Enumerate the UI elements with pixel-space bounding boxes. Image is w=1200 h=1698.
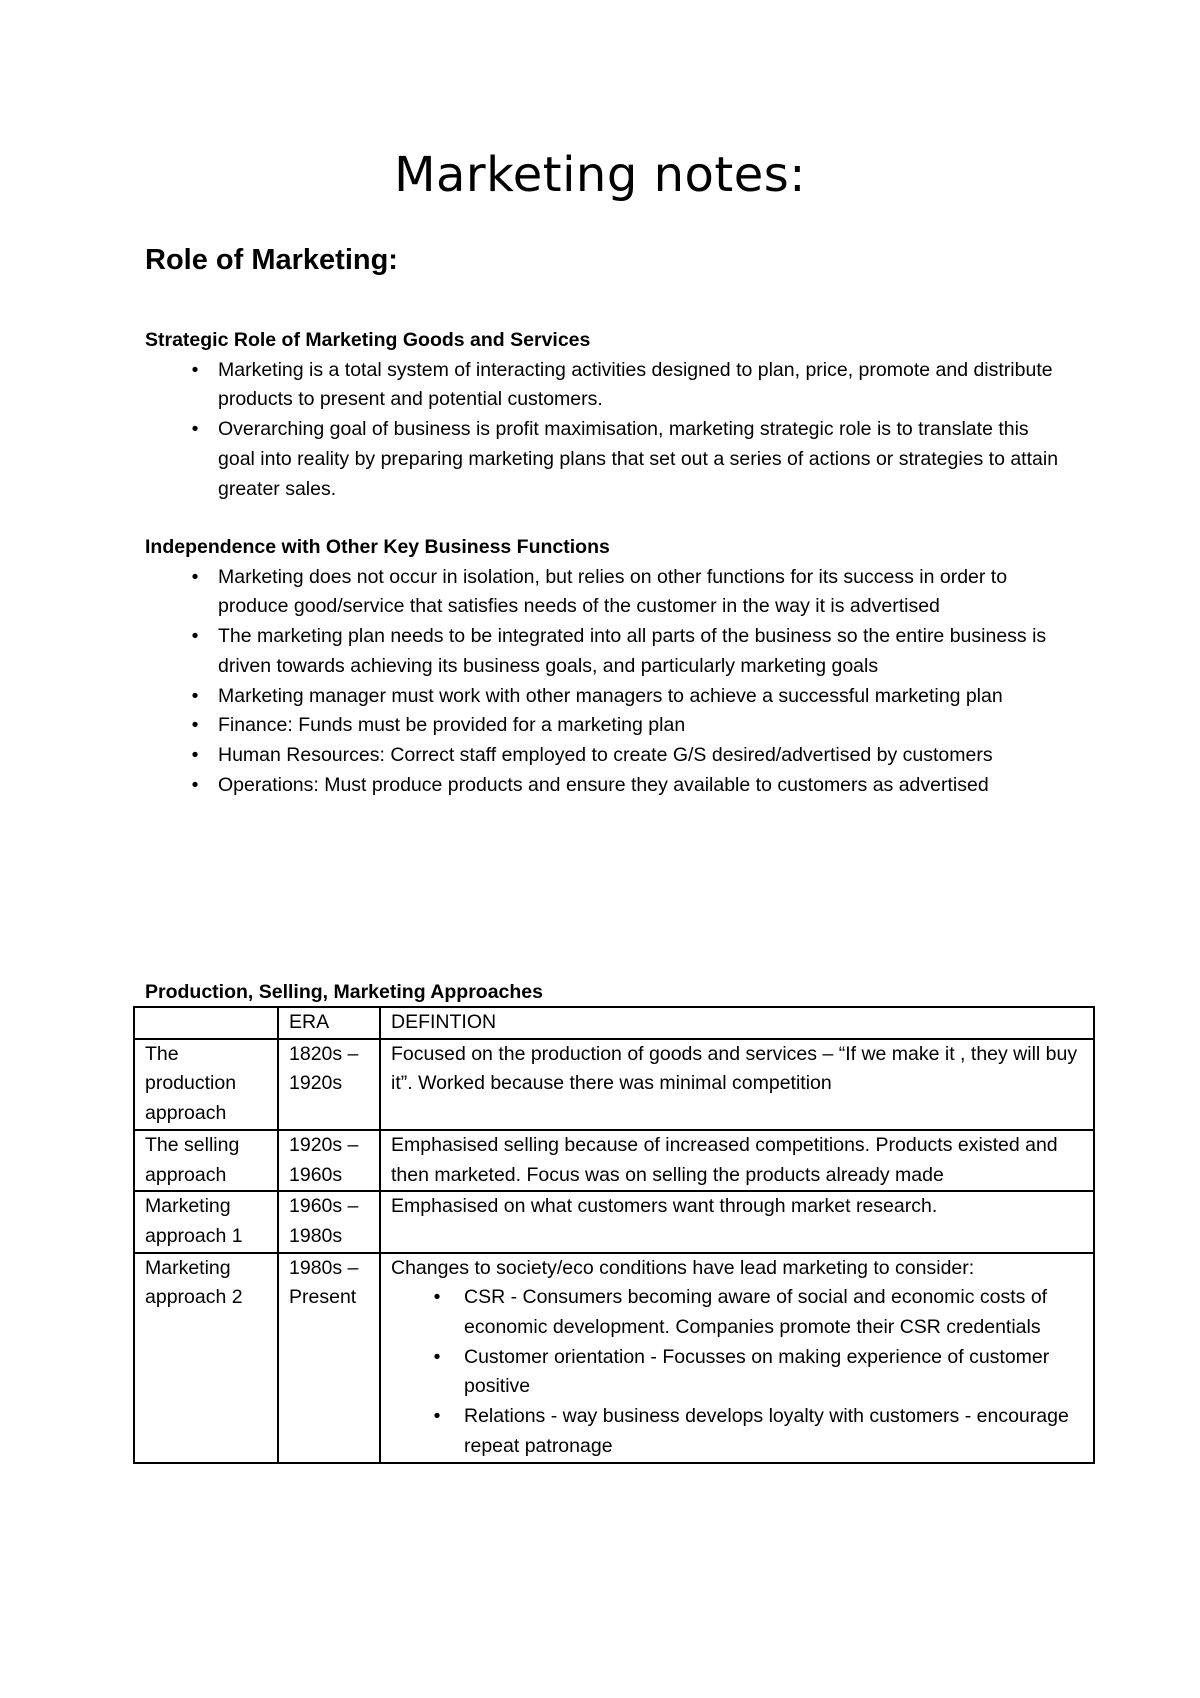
list-item-text: Relations - way business develops loyalty with customers - encourage repeat patronage xyxy=(464,1405,1069,1457)
list-item-text: Human Resources: Correct staff employed to create G/S desired/advertised by customers xyxy=(218,743,993,766)
page-title: Marketing notes: xyxy=(394,147,806,203)
bullet-icon: • xyxy=(433,1405,441,1428)
list-item xyxy=(145,356,1065,415)
list-item-text: Operations: Must produce products and ensure they available to customers as advertised xyxy=(218,773,989,796)
approaches-table xyxy=(133,1006,1095,1464)
approach-era-cell: 1960s – 1980s xyxy=(278,1191,380,1252)
table-row xyxy=(134,1253,1094,1463)
approach-era-cell: 1920s – 1960s xyxy=(278,1130,380,1191)
list-item xyxy=(391,1343,1087,1402)
section-heading: Role of Marketing: xyxy=(145,244,398,276)
list-item-text: Customer orientation - Focusses on making experience of customer positive xyxy=(464,1345,1050,1398)
approach-name-cell: Marketing approach 1 xyxy=(134,1191,278,1252)
list-item xyxy=(145,563,1065,622)
list-item-text: The marketing plan needs to be integrated into all parts of the business so the entire business is driven towards achieving its business goals, and particularly marketing goals xyxy=(218,625,1047,677)
approach-definition-text: Changes to society/eco conditions have lead marketing to consider: xyxy=(391,1256,975,1279)
bullet-icon: • xyxy=(191,684,199,707)
approach-name-cell: The selling approach xyxy=(134,1130,278,1191)
bullet-icon: • xyxy=(191,714,199,737)
list-item-text: Marketing is a total system of interacting activities designed to plan, price, promote and distribute products to present and potential customers. xyxy=(218,358,1053,411)
bullet-list xyxy=(145,563,1065,801)
list-item xyxy=(391,1283,1087,1342)
section-title: Independence with Other Key Business Functions xyxy=(145,536,610,558)
table-header-row xyxy=(134,1007,1094,1039)
approach-definition-cell: Emphasised selling because of increased competitions. Products existed and then marketed. Focus was on selling the products already made xyxy=(380,1130,1094,1191)
approach-definition-cell: Focused on the production of goods and services – “If we make it , they will buy it”. Worked because there was minimal competition xyxy=(380,1039,1094,1130)
approach-era-cell: 1980s – Present xyxy=(278,1253,380,1463)
approach-name-cell: Marketing approach 2 xyxy=(134,1253,278,1463)
table-row xyxy=(134,1130,1094,1191)
bullet-icon: • xyxy=(433,1286,441,1309)
list-item xyxy=(145,771,1065,801)
bullet-icon: • xyxy=(191,743,199,766)
list-item-text: Marketing does not occur in isolation, but relies on other functions for its success in order to produce good/service that satisfies needs of the customer in the way it is advertised xyxy=(218,565,1008,618)
table-header-cell: ERA xyxy=(278,1007,380,1039)
bullet-list xyxy=(145,356,1065,505)
bullet-list xyxy=(391,1283,1087,1461)
bullet-icon: • xyxy=(191,565,199,588)
list-item xyxy=(391,1402,1087,1461)
approach-definition-cell: Emphasised on what customers want through market research. xyxy=(380,1191,1094,1252)
approach-name-cell: The production approach xyxy=(134,1039,278,1130)
table-row xyxy=(134,1191,1094,1252)
bullet-icon: • xyxy=(191,625,199,648)
approach-definition-cell xyxy=(380,1253,1094,1463)
section-independence xyxy=(145,533,1065,800)
bullet-icon: • xyxy=(191,358,199,381)
bullet-icon: • xyxy=(191,773,199,796)
section-strategic-role xyxy=(145,326,1065,504)
list-item-text: Overarching goal of business is profit maximisation, marketing strategic role is to translate this goal into reality by preparing marketing plans that set out a series of actions or strategies to attain greater sales. xyxy=(218,418,1059,500)
list-item xyxy=(145,415,1065,504)
bullet-icon: • xyxy=(433,1345,441,1368)
bullet-icon: • xyxy=(191,418,199,441)
list-item-text: CSR - Consumers becoming aware of social and economic costs of economic development. Companies promote their CSR credentials xyxy=(464,1286,1048,1339)
approach-era-cell: 1820s – 1920s xyxy=(278,1039,380,1130)
table-row xyxy=(134,1039,1094,1130)
list-item-text: Finance: Funds must be provided for a marketing plan xyxy=(218,714,686,737)
list-item xyxy=(145,741,1065,771)
list-item xyxy=(145,682,1065,712)
list-item-text: Marketing manager must work with other managers to achieve a successful marketing plan xyxy=(218,684,1003,707)
approaches-title: Production, Selling, Marketing Approaches xyxy=(145,981,543,1003)
table-header-cell xyxy=(134,1007,278,1039)
list-item xyxy=(145,622,1065,681)
list-item xyxy=(145,711,1065,741)
table-header-cell: DEFINTION xyxy=(380,1007,1094,1039)
section-title: Strategic Role of Marketing Goods and Services xyxy=(145,329,591,351)
